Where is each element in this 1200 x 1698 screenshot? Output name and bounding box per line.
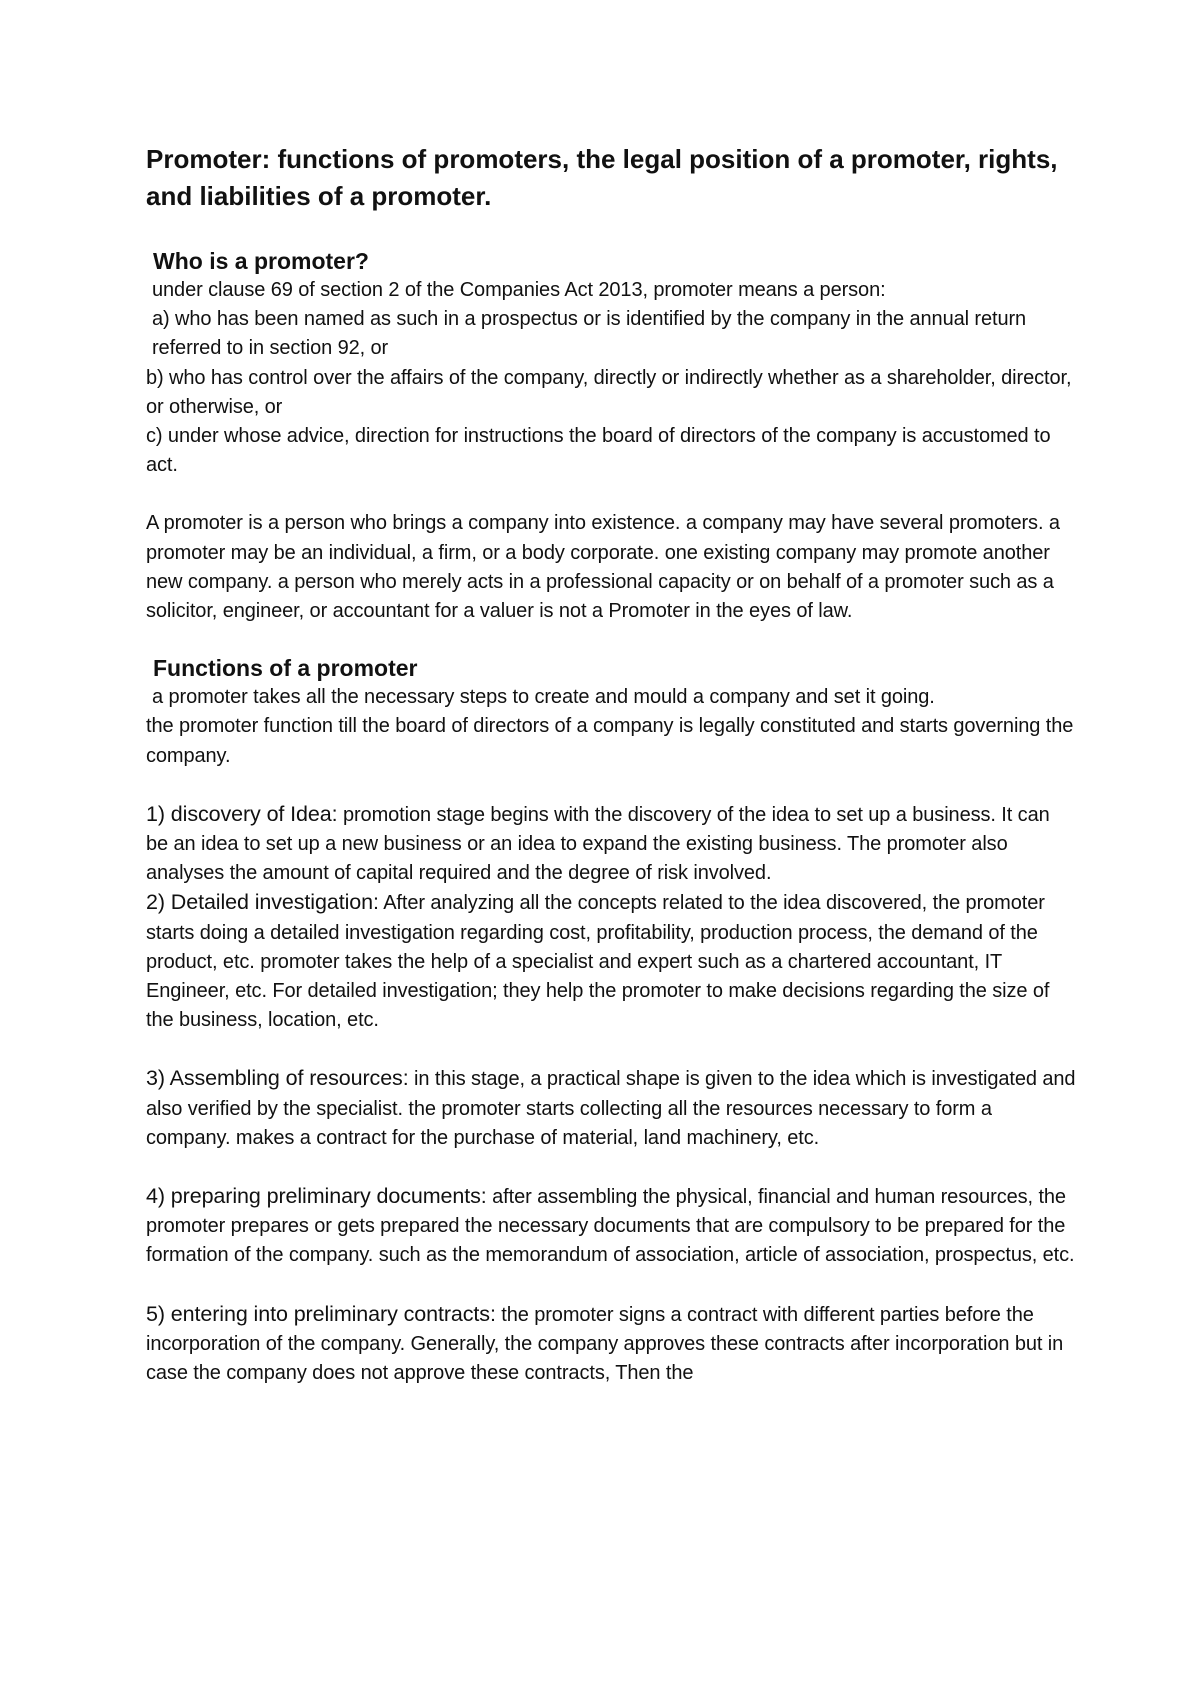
promoter-description: A promoter is a person who brings a company into existence. a company may have several promoters. a promoter may be an individual, a firm, or a body corporate. one existing company may promote another new company. a person who merely acts in a professional capacity or on behalf of a promoter such as a solicitor, engineer, or accountant for a valuer is not a Promoter in the eyes of law. (146, 512, 1060, 623)
function-item-text: in this stage, a practical shape is given to the idea which is investigated and also verified by the specialist. the promoter starts collecting all the resources necessary to form a company. makes a contract for the purchase of material, land machinery, etc. (146, 1068, 1076, 1149)
functions-intro-2: the promoter function till the board of directors of a company is legally constituted and starts governing the company. (146, 715, 1074, 767)
function-item-3 (146, 1064, 1076, 1153)
function-item-text: promotion stage begins with the discovery of the idea to set up a business. It can be an idea to set up a new business or an idea to expand the existing business. The promoter also analyses the amount of capital required and the degree of risk involved. (146, 803, 1050, 885)
function-item-4 (146, 1182, 1076, 1271)
definition-item-c: c) under whose advice, direction for instructions the board of directors of the company is accustomed to act. (146, 425, 1051, 477)
document-body (146, 141, 1076, 1388)
heading-who-is-promoter: Who is a promoter? (153, 248, 369, 274)
document-title: Promoter: functions of promoters, the legal position of a promoter, rights, and liabilities of a promoter. (146, 144, 1058, 211)
definition-item-b: b) who has control over the affairs of the company, directly or indirectly whether as a shareholder, director, or otherwise, or (146, 366, 1072, 418)
function-item-1 (146, 800, 1076, 889)
function-item-text: the promoter signs a contract with different parties before the incorporation of the company. Generally, the company approves these contracts after incorporation but in case the company does not approve these contracts, Then the (146, 1303, 1064, 1385)
function-item-text: After analyzing all the concepts related to the idea discovered, the promoter starts doing a detailed investigation regarding cost, profitability, production process, the demand of the product, etc. promoter takes the help of a specialist and expert such as a chartered accountant, IT Engineer, etc. For detailed investigation; they help the promoter to make decisions regarding the size of the business, location, etc. (146, 892, 1050, 1032)
function-item-label: 5) entering into preliminary contracts: (146, 1301, 496, 1326)
function-item-2 (146, 888, 1076, 1035)
function-item-label: 1) discovery of Idea: (146, 801, 338, 826)
function-item-label: 3) Assembling of resources: (146, 1066, 409, 1091)
definition-intro: under clause 69 of section 2 of the Companies Act 2013, promoter means a person: (152, 279, 886, 301)
function-item-text: after assembling the physical, financial and human resources, the promoter prepares or gets prepared the necessary documents that are compulsory to be prepared for the formation of the company. such as the memorandum of association, article of association, prospectus, etc. (146, 1186, 1075, 1267)
function-item-label: 2) Detailed investigation: (146, 890, 379, 915)
heading-functions: Functions of a promoter (153, 655, 418, 682)
function-item-label: 4) preparing preliminary documents: (146, 1184, 487, 1209)
definition-item-a: a) who has been named as such in a prospectus or is identified by the company in the annual return referred to in section 92, or (152, 308, 1027, 360)
functions-intro-1: a promoter takes all the necessary steps to create and mould a company and set it going. (152, 686, 935, 709)
function-item-5 (146, 1300, 1076, 1389)
